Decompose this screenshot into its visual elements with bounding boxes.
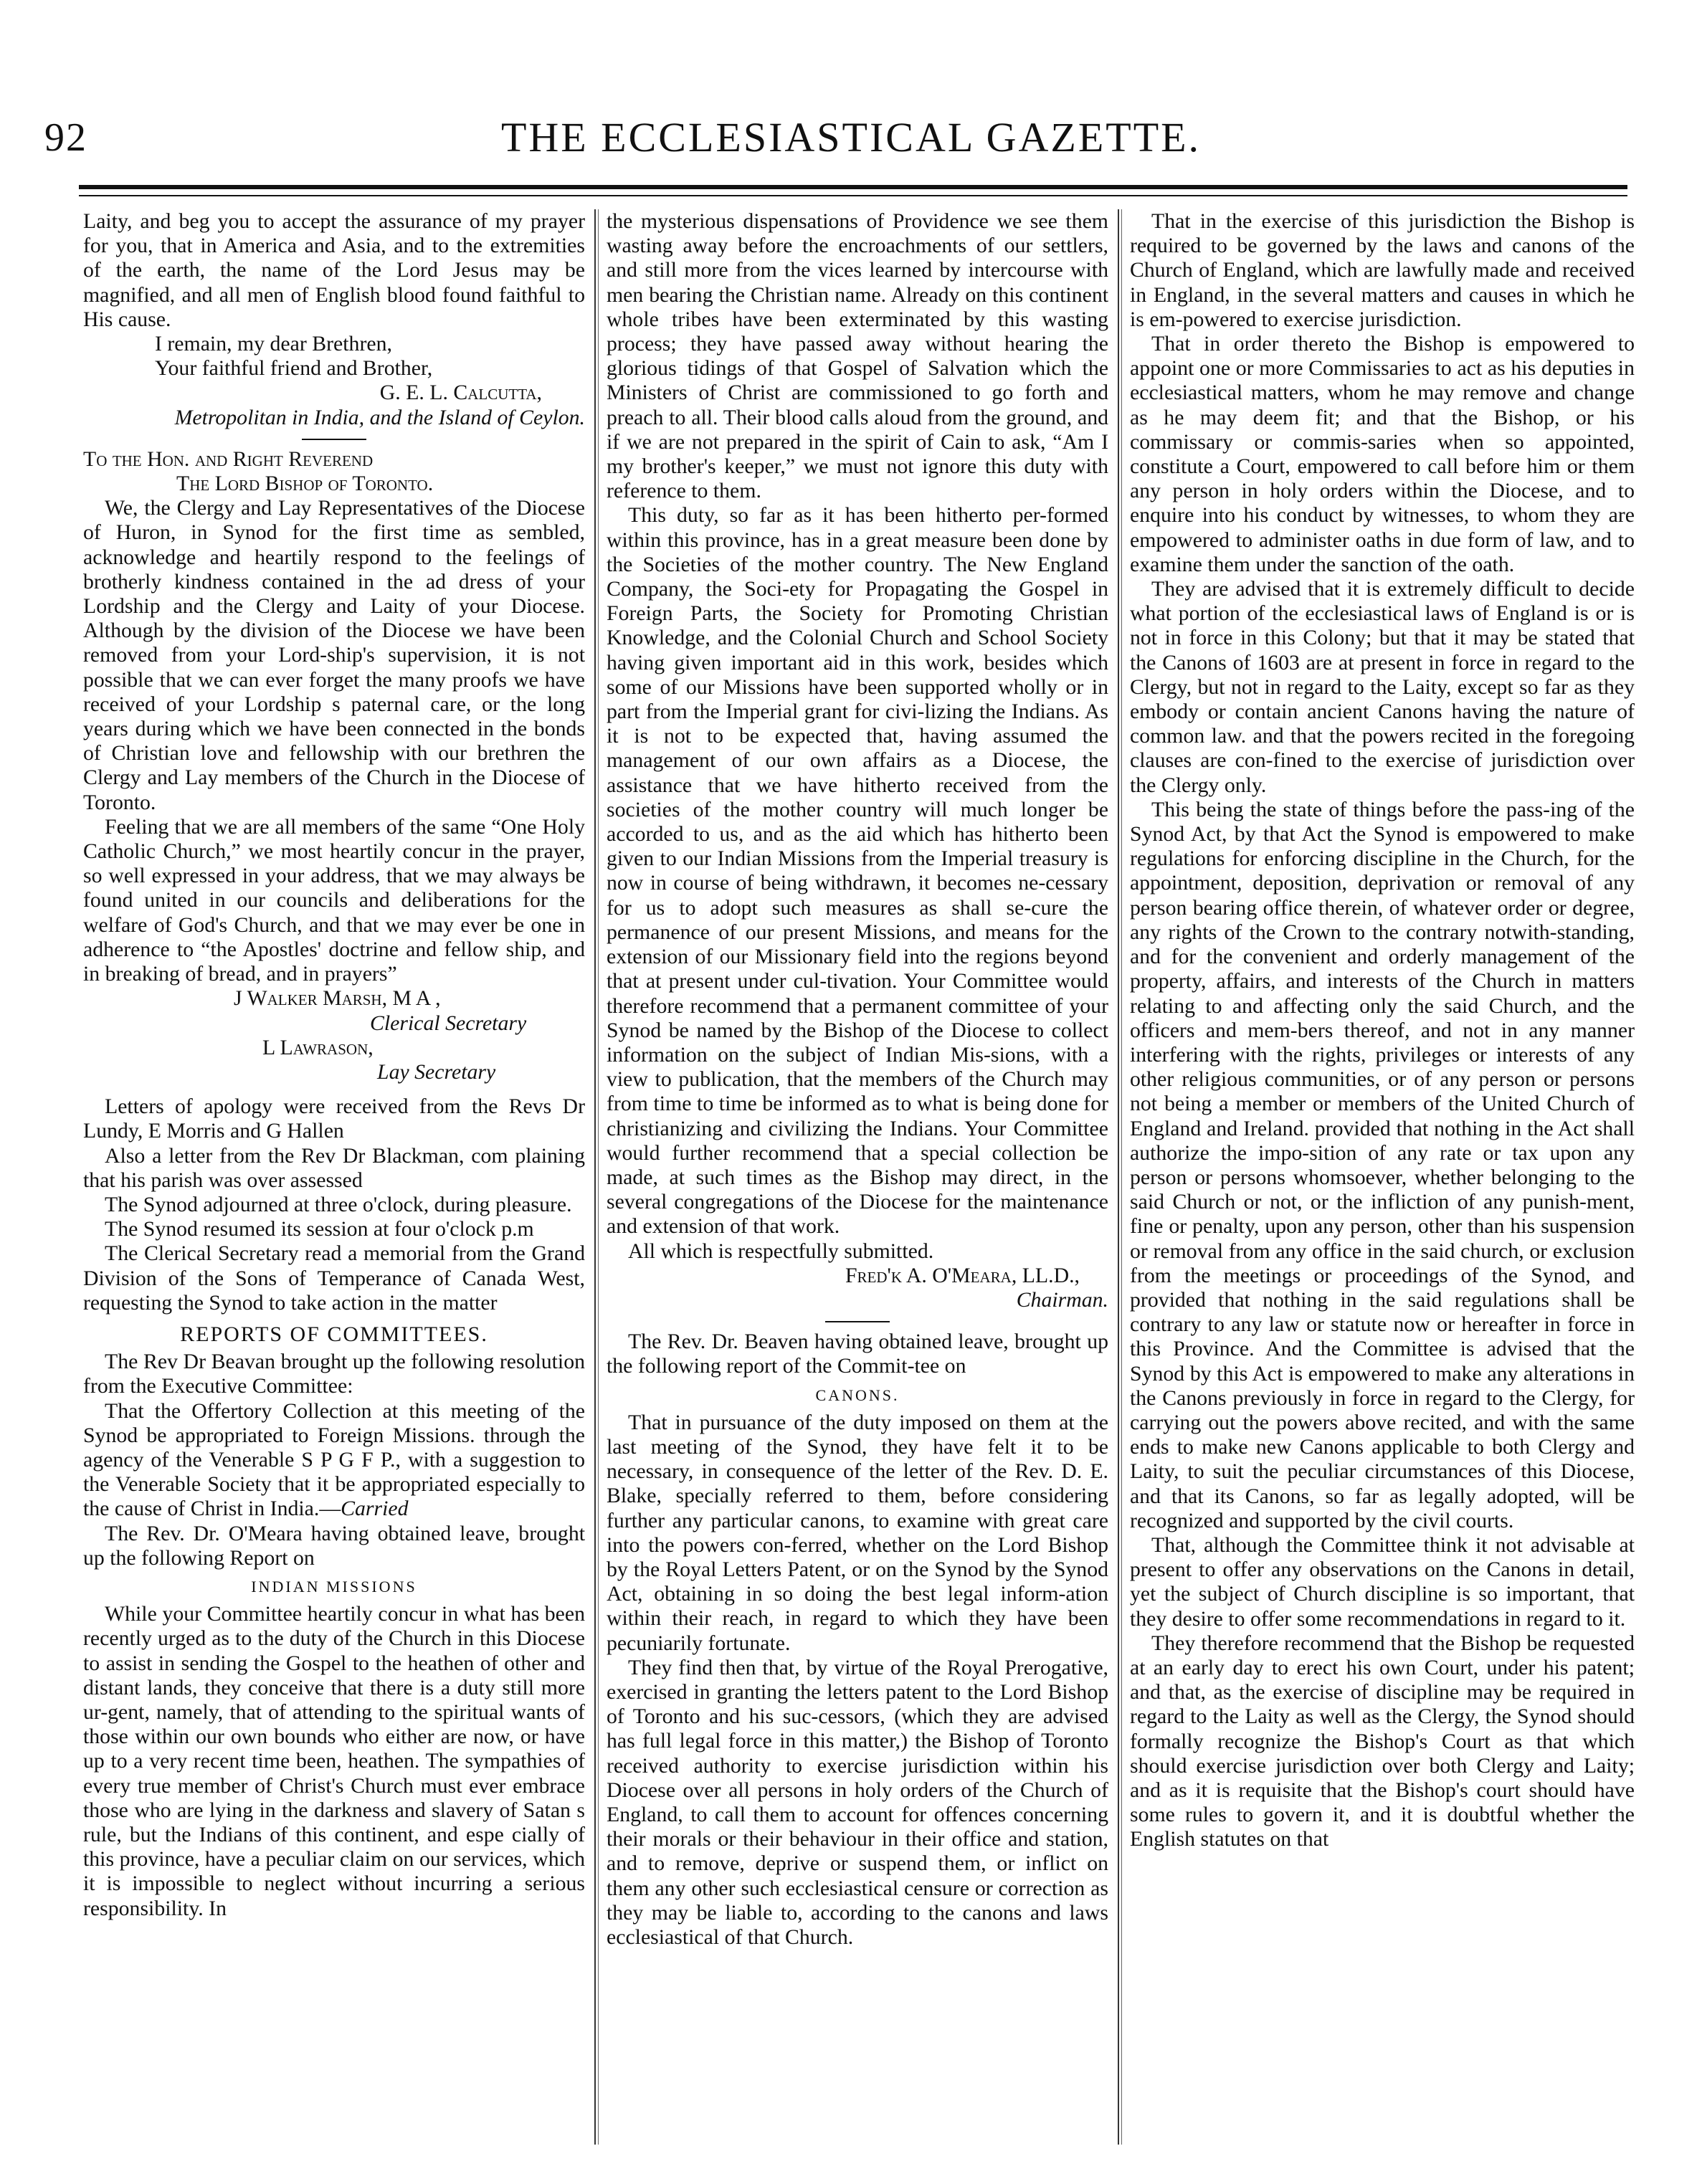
closing-line: I remain, my dear Brethren,	[155, 332, 392, 356]
section-heading: REPORTS OF COMMITTEES.	[180, 1322, 488, 1346]
closing-line: Your faithful friend and Brother,	[155, 356, 433, 381]
signature-title: Metropolitan in India, and the Island of Ceylon.	[174, 405, 585, 429]
section-rule	[302, 439, 366, 440]
column-separator-1b	[598, 209, 599, 2145]
paragraph: While your Committee heartily concur in what has been recently urged as to the duty of the Church in this Diocese to assist in sending the Gospel to the heathen of other and distant lands, they conceive that there is a duty still more ur-gent, namely, that of attending to the spiritual wants of those within our own bounds who either are now, or have up to a very recent time been, heathen. The sympathies of every true member of Christ's Church must ever embrace those who are lying in the darkness and slavery of Satan s rule, but the Indians of this continent, and espe cially of this province, have a peculiar claim on our services, which it is impossible to neglect without incurring a serious responsibility. In	[83, 1602, 585, 1920]
paragraph: That, although the Committee think it not advisable at present to offer any observations on the Canons in detail, yet the subject of Church discipline is so important, that they desire to offer some recommendations in regard to it.	[1130, 1532, 1635, 1631]
page-number: 92	[44, 115, 87, 160]
column-1	[83, 209, 585, 2145]
signature-title: Clerical Secretary	[370, 1011, 527, 1035]
paragraph: The Rev. Dr. Beaven having obtained leave, brought up the following report of the Commit-tee on	[607, 1330, 1108, 1378]
paragraph: the mysterious dispensations of Providence we see them wasting away before the encroachments of our settlers, and still more from the vices learned by intercourse with men bearing the Christian name. Already on this continent whole tribes have been exterminated by this wasting process; they have passed away without hearing the glorious tidings of that Gospel of Salvation which the Ministers of Christ are commissioned to go forth and preach to all. Their blood calls aloud from the ground, and if we are not prepared in the spirit of Cain to ask, “Am I my brother's keeper,” we must not ignore this duty with reference to them.	[607, 209, 1108, 503]
address-line: The Lord Bishop of Toronto.	[176, 472, 434, 496]
paragraph: Also a letter from the Rev Dr Blackman, com plaining that his parish was over assessed	[83, 1143, 585, 1192]
column-separator-2	[1118, 209, 1119, 2145]
paragraph: We, the Clergy and Lay Representatives of the Diocese of Huron, in Synod for the first time as sembled, acknowledge and heartily respond to the feelings of brotherly kindness contained in the ad dress of your Lordship and the Clergy and Laity of your Diocese. Although by the division of the Diocese we have been removed from your Lord-ship's supervision, it is not possible that we can ever forget the many proofs we have received of your Lordship s paternal care, or the long years during which we have been connected in the bonds of Christian love and fellowship with our brethren the Clergy and Lay members of the Church in the Diocese of Toronto.	[83, 496, 585, 814]
signature-name: Fred'k A. O'Meara, LL.D.,	[845, 1263, 1080, 1287]
carried-note: Carried	[341, 1497, 409, 1521]
signature-title: Chairman.	[1016, 1287, 1108, 1312]
address-line: To the Hon. and Right Reverend	[83, 447, 374, 471]
masthead-title: THE ECCLESIASTICAL GAZETTE.	[500, 114, 1202, 161]
masthead-rule-thick	[79, 185, 1627, 189]
paragraph: This being the state of things before the pass-ing of the Synod Act, by that Act the Synod is empowered to make regulations for enforcing discipline in the Church, for the appointment, deposition, deprivation or removal of any person bearing office therein, of whatever order or degree, any rights of the Crown to the contrary notwith-standing, and for the convenient and orderly management of the property, affairs, and interests of the Church in matters relating to and affecting only the said Church, and the officers and mem-bers thereof, and not in any manner interfering with the rights, privileges or interests of any other religious communities, or of any person or persons not being a member or members of the United Church of England and Ireland. provided that nothing in the Act shall authorize the impo-sition of any rate or tax upon any person or persons whomsoever, whether belonging to the said Church or not, or the infliction of any punish-ment, fine or penalty, upon any person, other than his suspension or removal from any office in the said church, or exclusion from the meetings or proceedings of the Synod, and provided that nothing in the said regulations shall be contrary to any law or statute now or hereafter in force in this Province. And the Committee is advised that the Synod by this Act is empowered to make any alterations in the Canons previously in force in regard to the Clergy, for carrying out the powers above recited, and with the same ends to make new Canons applicable to both Clergy and Laity, to suit the peculiar circumstances of this Diocese, and that its Canons, so far as legally adopted, will be recognized and supported by the civil courts.	[1130, 797, 1635, 1532]
paragraph: All which is respectfully submitted.	[628, 1239, 934, 1263]
paragraph: The Rev. Dr. O'Meara having obtained leave, brought up the following Report on	[83, 1521, 585, 1570]
signature-name: G. E. L. Calcutta,	[379, 381, 542, 405]
paragraph: The Synod adjourned at three o'clock, during pleasure.	[105, 1192, 572, 1216]
signature-name: L Lawrason,	[262, 1035, 374, 1059]
paragraph: The Synod resumed its session at four o'clock p.m	[105, 1217, 534, 1241]
paragraph: Laity, and beg you to accept the assurance of my prayer for you, that in America and Asia, and to the extremities of the earth, the name of the Lord Jesus may be magnified, and all men of English blood found faithful to His cause.	[83, 209, 585, 331]
paragraph: They find then that, by virtue of the Royal Prerogative, exercised in granting the letters patent to the Lord Bishop of Toronto and his suc-cessors, (which they are advised has full legal force in this matter,) the Bishop of Toronto received authority to exercise jurisdiction within his Diocese over all persons in holy orders of the Church of England, to call them to account for offences concerning their morals or their behaviour in their office and station, and to remove, deprive or suspend them, or inflict on them any other such ecclesiastical censure or correction as they may be liable to, according to the canons and laws ecclesiastical of that Church.	[607, 1655, 1108, 1950]
column-separator-1	[594, 209, 596, 2145]
paragraph: That in order thereto the Bishop is empowered to appoint one or more Commissaries to act as his deputies in ecclesiastical matters, whom he may remove and change as he may deem fit; and that the Bishop, or his commissary or commis-saries when so appointed, constitute a Court, empowered to call before him or them any person in holy orders within the Diocese, and to enquire into his conduct by witnesses, to whom they are empowered to administer oaths in due form of law, and to examine them under the sanction of the oath.	[1130, 332, 1635, 576]
paragraph: That in the exercise of this jurisdiction the Bishop is required to be governed by the laws and canons of the Church of England, which are lawfully made and received in England, in the several matters and causes in which he is em-powered to exercise jurisdiction.	[1130, 209, 1635, 331]
section-rule	[825, 1321, 890, 1322]
signature-name: J Walker Marsh, M A ,	[234, 986, 441, 1011]
paragraph: The Clerical Secretary read a memorial from the Grand Division of the Sons of Temperance of Canada West, requesting the Synod to take action in the matter	[83, 1241, 585, 1315]
column-3	[1130, 209, 1635, 2145]
paragraph: Letters of apology were received from the Revs Dr Lundy, E Morris and G Hallen	[83, 1095, 585, 1143]
paragraph: They therefore recommend that the Bishop be requested at an early day to erect his own Court, under his patent; and that, as the exercise of discipline may be required in regard to the Laity as well as the Clergy, the Synod should formally recognize the Bishop's Court as that which should exercise jurisdiction over both Clergy and Laity; and as it is requisite that the Bishop's court should have some rules to govern it, and it is doubtful whether the English statutes on that	[1130, 1631, 1635, 1851]
masthead-rule-thin	[79, 195, 1627, 196]
column-separator-2b	[1121, 209, 1122, 2145]
section-subheading: CANONS.	[815, 1386, 900, 1404]
paragraph: Feeling that we are all members of the same “One Holy Catholic Church,” we most heartily concur in the prayer, so well expressed in your address, that we may always be found united in our councils and deliberations for the welfare of God's Church, and that we may ever be one in adherence to “the Apostles' doctrine and fellow ship, and in breaking of bread, and in prayers”	[83, 814, 585, 986]
column-2	[607, 209, 1108, 2145]
paragraph	[83, 1399, 585, 1522]
paragraph: This duty, so far as it has been hitherto per-formed within this province, has in a great measure been done by the Societies of the mother country. The New England Company, the Soci-ety for Propagating the Gospel in Foreign Parts, the Society for Promoting Christian Knowledge, and the Colonial Church and School Society having given important aid in this work, besides which some of our Missions have been supported wholly or in part from the Imperial grant for civi-lizing the Indians. As it is not to be expected that, having assumed the management of our own affairs as a Diocese, the assistance that we have hitherto received from the societies of the mother country will much longer be accorded to us, and as the aid which has hitherto been given to our Indian Missions from the Imperial treasury is now in course of being withdrawn, it becomes ne-cessary for us to adopt such measures as shall se-cure the permanence of our present Missions, and means for the extension of our Missionary field into the regions beyond that at present under cul-tivation. Your Committee would therefore recommend that a permanent committee of your Synod be named by the Bishop of the Diocese to collect information on the subject of Indian Mis-sions, with a view to publication, that the members of the Church may from time to time be informed as to what is being done for christianizing and civilizing the Indians. Your Committee would further recommend that a special collection be made, at such times as the Bishop may direct, in the several congregations of the Diocese for the maintenance and extension of that work.	[607, 503, 1108, 1239]
signature-title: Lay Secretary	[377, 1059, 496, 1084]
paragraph-text: That the Offertory Collection at this meeting of the Synod be appropriated to Foreign Missions. through the agency of the Venerable S P G F P., with a suggestion to the Venerable Society that it be appropriated especially to the cause of Christ in India.—	[83, 1398, 585, 1521]
section-subheading: INDIAN MISSIONS	[251, 1577, 417, 1596]
paragraph: That in pursuance of the duty imposed on them at the last meeting of the Synod, they have felt it to be necessary, in consequence of the letter of the Rev. D. E. Blake, specially referred to them, before considering further any particular canons, to examine with great care into the powers con-ferred, whether on the Lord Bishop by the Royal Letters Patent, or on the Synod by the Synod Act, obtaining in so doing the best legal inform-ation within their reach, in regard to which they have been pecuniarily fortunate.	[607, 1410, 1108, 1655]
paragraph: The Rev Dr Beavan brought up the following resolution from the Executive Committee:	[83, 1350, 585, 1398]
paragraph: They are advised that it is extremely difficult to decide what portion of the ecclesiastical laws of England is or is not in force in this Colony; but that it may be stated that the Canons of 1603 are at present in force in regard to the Clergy, but not in regard to the Laity, except so far as they embody or contain ancient Canons having the nature of common law. and that the powers recited in the foregoing clauses are con-fined to the exercise of jurisdiction over the Clergy only.	[1130, 577, 1635, 797]
